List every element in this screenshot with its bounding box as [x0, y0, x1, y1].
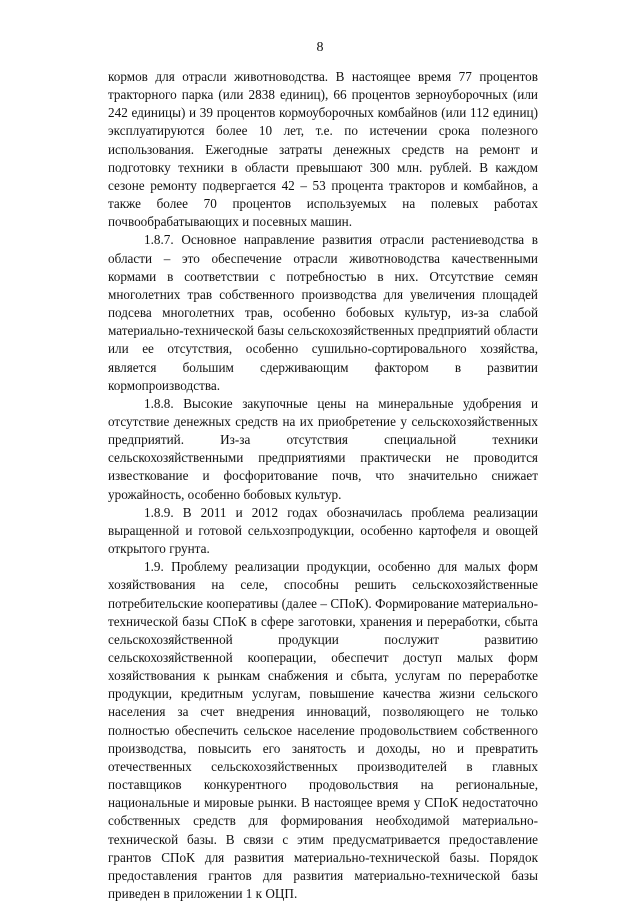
page-number: 8: [316, 40, 324, 55]
document-body: [108, 68, 538, 903]
paragraph-continuation: кормов для отрасли животноводства. В настоящее время 77 процентов тракторного парка (или 2838 единиц), 66 процентов зерноуборочных (или 242 единицы) и 39 процентов кормоуборочных комбайнов (или 112 единиц) эксплуатируются более 10 лет, т.е. по истечении срока полезного использования. Ежегодные затраты денежных средств на ремонт и подготовку техники в области превышают 300 млн. рублей. В каждом сезоне ремонту подвергается 42 – 53 процента тракторов и комбайнов, а также более 70 процентов используемых на полевых работах почвообрабатывающих и посевных машин.: [108, 69, 538, 230]
paragraph-1-8-7: 1.8.7. Основное направление развития отрасли растениеводства в области – это обеспечение отрасли животноводства качественными кормами в соответствии с потребностью в них. Отсутствие семян многолетних трав собственного производства для увеличения площадей подсева многолетних трав, особенно бобовых культур, из-за слабой материально-технической базы сельскохозяйственных предприятий области или ее отсутствия, особенно сушильно-сортировального хозяйства, является большим сдерживающим фактором в развитии кормопроизводства.: [108, 232, 538, 393]
paragraph-1-8-9: 1.8.9. В 2011 и 2012 годах обозначилась проблема реализации выращенной и готовой сельхозпродукции, особенно картофеля и овощей открытого грунта.: [108, 504, 538, 557]
paragraph-1-8-8: 1.8.8. Высокие закупочные цены на минеральные удобрения и отсутствие денежных средств на их приобретение у сельскохозяйственных предприятий. Из-за отсутствия специальной техники сельскохозяйственными предприятиями практически не проводится известкование и фосфоритование почв, что значительно снижает урожайность, особенно бобовых культур.: [108, 395, 538, 502]
paragraph-1-9: 1.9. Проблему реализации продукции, особенно для малых форм хозяйствования на селе, способны решить сельскохозяйственные потребительские кооперативы (далее – СПоК). Формирование материально-технической базы СПоК в сфере заготовки, хранения и переработки, сбыта сельскохозяйственной продукции послужит развитию сельскохозяйственной кооперации, обеспечит доступ малых форм хозяйствования к рынкам снабжения и сбыта, услугам по переработке продукции, кредитным услугам, повышение качества жизни сельского населения за счет внедрения инноваций, позволяющего не только полностью обеспечить сельское население продовольствием собственного производства, повысить его занятость и доходы, но и превратить отечественных сельскохозяйственных производителей в главных поставщиков конкурентного продовольствия на региональные, национальные и мировые рынки. В настоящее время у СПоК недостаточно собственных средств для формирования необходимой материально-технической базы. В связи с этим предусматривается предоставление грантов СПоК для развития материально-технической базы. Порядок предоставления грантов для развития материально-технической базы приведен в приложении 1 к ОЦП.: [108, 559, 538, 902]
